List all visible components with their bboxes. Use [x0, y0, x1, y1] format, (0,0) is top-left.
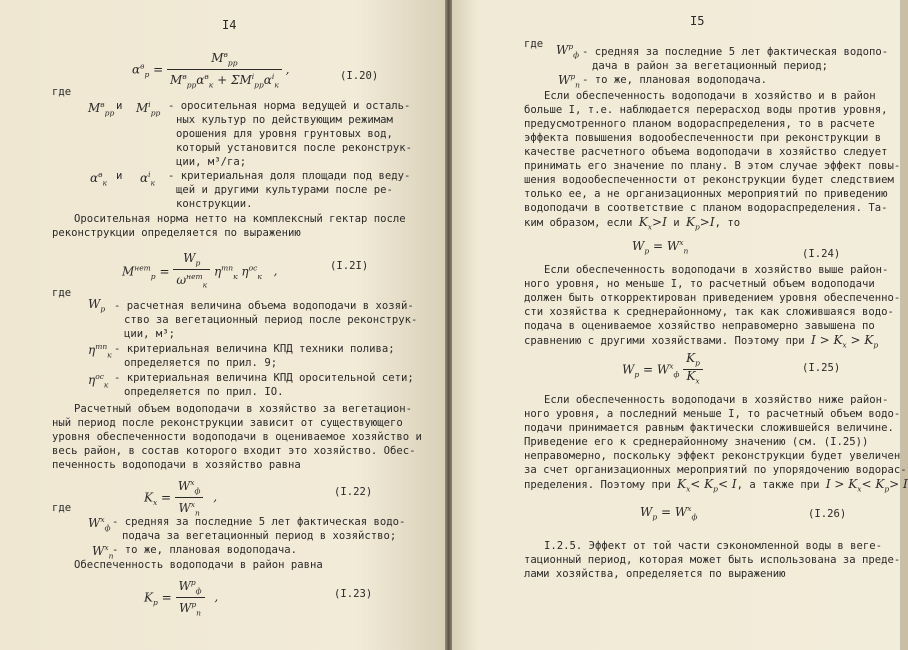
paragraph-line: предусмотренного планом водораспределения, то в расчете: [524, 118, 875, 130]
equation-number-I23: (I.23): [334, 588, 373, 600]
equation-I26: $W_р = W^х_ф$: [640, 504, 698, 522]
paragraph-line: больше I, т.е. наблюдается перерасход воды против уровня,: [524, 104, 888, 116]
where-label: где: [52, 287, 72, 299]
definition-line: - то же, плановая водоподача.: [582, 74, 767, 86]
definition-line: ство за вегетационный период после реконструк-: [124, 314, 418, 326]
definition-line: дача в район за вегетационный период;: [592, 60, 828, 72]
paragraph-line: Обеспеченность водоподачи в район равна: [74, 559, 323, 571]
definition-line: - расчетная величина объема водоподачи в хозяй-: [114, 300, 414, 312]
paragraph-line: тационный период, которая может быть использована за преде-: [524, 554, 901, 566]
paragraph-line: шения водообеспеченности от реконструкции будет следствием: [524, 174, 894, 186]
equation-number-I24: (I.24): [802, 248, 841, 260]
equation-I20: $\alpha^в_р$ = $\frac{M^в_{рр}}{M^в_{рр}\alpha^в_к + \Sigma M^i_{рр}\alpha^i_к}$ ,: [132, 50, 290, 90]
symbol-W-xf: $W^х_ф$: [88, 515, 111, 533]
definition-line: конструкции.: [176, 198, 253, 210]
definition-line: подача за вегетационный период в хозяйство;: [122, 530, 397, 542]
definition-line: - критериальная величина КПД техники полива;: [114, 343, 395, 355]
paragraph-line-condition: сравнению с другими хозяйствами. Поэтому при $I > K_х > K_р$: [524, 333, 879, 350]
symbol-W-rp: $W^р_п$: [558, 72, 580, 90]
paragraph-line: уровня обеспеченности водоподачи в оцениваемое хозяйство и: [52, 431, 422, 443]
definition-line: - критериальная величина КПД оросительной сети;: [114, 372, 414, 384]
equation-I23: $K_р$ = $\frac{W^р_ф}{W^р_п}$ ,: [144, 578, 219, 618]
paragraph-line: подачи принимается равным фактически сложившейся величине.: [524, 422, 894, 434]
paragraph-line: Если обеспеченность водоподачи в хозяйство и в район: [544, 90, 876, 102]
paragraph-line: принимать его значение по плану. В этом случае эффект повы-: [524, 160, 901, 172]
where-label: где: [524, 38, 544, 50]
paragraph-line: Если обеспеченность водоподачи в хозяйство выше район-: [544, 264, 889, 276]
paragraph-line: Расчетный объем водоподачи в хозяйство за вегетацион-: [74, 403, 413, 415]
paragraph-line: Приведение его к среднерайонному значению (см. (I.25)): [524, 436, 869, 448]
left-page: [0, 0, 445, 650]
definition-line: ции, м³;: [124, 328, 176, 340]
equation-I24: $W_р = W^х_п$: [632, 238, 689, 256]
equation-I25: $W_р = W^х_ф$ $\frac{K_р}{K_х}$: [622, 352, 703, 388]
page-number: I4: [222, 18, 237, 32]
where-label: где: [52, 502, 72, 514]
paragraph-line: ного уровня, а последний меньше I, то расчетный объем водо-: [524, 408, 901, 420]
book-spine: [445, 0, 452, 650]
definition-line: - средняя за последние 5 лет фактическая водо-: [112, 516, 406, 528]
definition-line: ных культур по действующим режимам: [176, 114, 393, 126]
equation-I21: $M^{нет}_р$ = $\frac{W_р}{\omega^{нет}_к}$ $\eta^{тп}_к$ $\eta^{ос}_к$ ,: [122, 251, 278, 290]
equation-number-I21: (I.2I): [330, 260, 369, 272]
symbol-W-rf: $W^р_ф$: [556, 42, 580, 60]
symbol-eta-tp: $\eta^{тп}_к$: [88, 342, 112, 360]
symbol-M-irr: $M^i_{рр}$: [136, 100, 161, 118]
paragraph-line: только ее, а не организационных мероприятий по приведению: [524, 188, 888, 200]
symbol-eta-os: $\eta^{ос}_к$: [88, 372, 109, 390]
paragraph-line: ного уровня, но меньше I, то расчетный объем водоподачи: [524, 278, 875, 290]
definition-line: - средняя за последние 5 лет фактическая водопо-: [582, 46, 889, 58]
and-word: и: [116, 100, 123, 112]
equation-number-I25: (I.25): [802, 362, 841, 374]
equation-number-I22: (I.22): [334, 486, 373, 498]
symbol-alpha-vk: $\alpha^в_к$: [90, 170, 107, 188]
paragraph-line: за счет организационных мероприятий по упорядочению водорас-: [524, 464, 907, 476]
equation-I22: $K_х$ = $\frac{W^х_ф}{W^х_п}$ ,: [144, 478, 218, 518]
paragraph-line: I.2.5. Эффект от той части сэкономленной воды в веге-: [544, 540, 883, 552]
paragraph-line: реконструкции определяется по выражению: [52, 227, 301, 239]
equation-number-I26: (I.26): [808, 508, 847, 520]
definition-line: - критериальная доля площади под веду-: [168, 170, 411, 182]
paragraph-line: подача в оцениваемое хозяйство неправомерно завышена по: [524, 320, 875, 332]
definition-line: определяется по прил. 9;: [124, 357, 278, 369]
definition-line: - то же, плановая водоподача.: [112, 544, 297, 556]
definition-line: щей и другими культурами после ре-: [176, 184, 393, 196]
paragraph-line: сти хозяйства к среднерайонному, так как сложившаяся водо-: [524, 306, 894, 318]
paragraph-line: Оросительная норма нетто на комплексный гектар после: [74, 213, 406, 225]
equation-number-I20: (I.20): [340, 70, 379, 82]
right-page: [452, 0, 908, 650]
symbol-M-vrr: $M^в_{рр}$: [88, 100, 115, 118]
paragraph-line: неправомерно, поскольку эффект реконструкции будет увеличен: [524, 450, 901, 462]
paragraph-line: эффекта повышения водообеспеченности при реконструкции в: [524, 132, 882, 144]
paragraph-line-condition: пределения. Поэтому при $K_х< K_р< I$, а также при $I > K_х< K_р> I$: [524, 477, 908, 494]
definition-line: - оросительная норма ведущей и осталь-: [168, 100, 411, 112]
and-word: и: [116, 170, 123, 182]
paragraph-line: водоподачи в соответствие с планом водораспределения. Та-: [524, 202, 888, 214]
definition-line: который установится после реконструк-: [176, 142, 412, 154]
paragraph-line: весь район, в состав которого входит это хозяйство. Обес-: [52, 445, 416, 457]
definition-line: орошения для уровня грунтовых вод,: [176, 128, 393, 140]
paragraph-line: должен быть откорректирован приведением уровня обеспеченно-: [524, 292, 901, 304]
paragraph-line: печенность водоподачи в хозяйство равна: [52, 459, 301, 471]
symbol-Wp: $W_р$: [88, 297, 106, 314]
page-number: I5: [690, 14, 705, 28]
paragraph-line: лами хозяйства, определяется по выражению: [524, 568, 786, 580]
symbol-alpha-ik: $\alpha^i_к$: [140, 170, 155, 188]
definition-line: определяется по прил. IO.: [124, 386, 284, 398]
definition-line: ции, м³/га;: [176, 156, 247, 168]
paragraph-line: качестве расчетного объема водоподачи в хозяйство следует: [524, 146, 888, 158]
where-label: где: [52, 86, 72, 98]
paragraph-line: ный период после реконструкции зависит от существующего: [52, 417, 403, 429]
symbol-W-xp: $W^х_п$: [92, 543, 114, 561]
paragraph-line: Если обеспеченность водоподачи в хозяйство ниже район-: [544, 394, 889, 406]
paragraph-line-condition: ким образом, если $K_х>I$ и $K_р>I$, то: [524, 215, 741, 232]
